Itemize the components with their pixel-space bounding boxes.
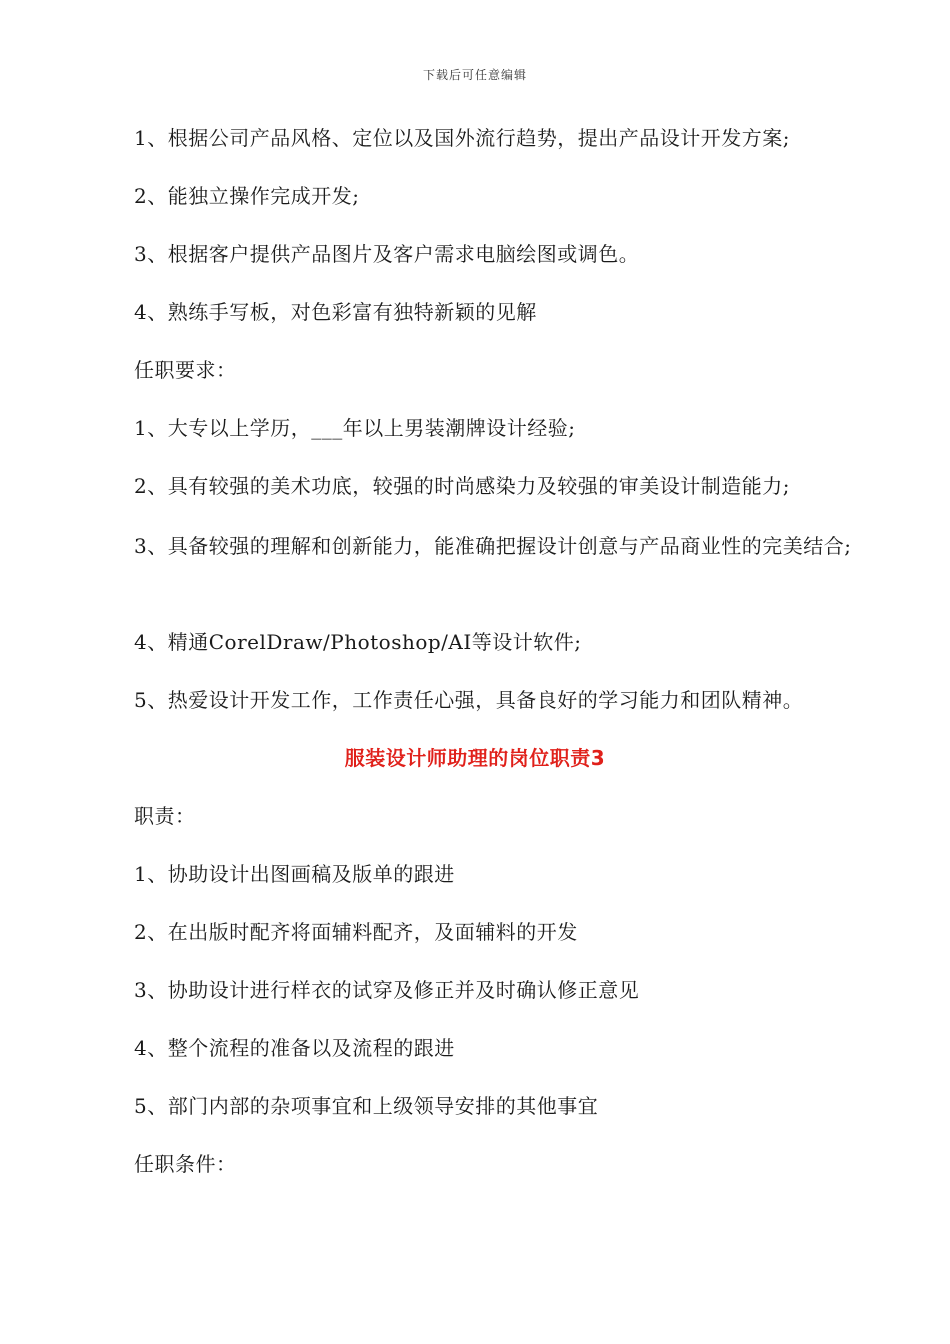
duty-item-2: 2、能独立操作完成开发;: [134, 184, 360, 208]
page-header-note: 下载后可任意编辑: [422, 68, 527, 82]
assistant-duty-2: 2、在出版时配齐将面辅料配齐，及面辅料的开发: [134, 920, 578, 944]
assistant-duty-5: 5、部门内部的杂项事宜和上级领导安排的其他事宜: [134, 1094, 599, 1118]
requirement-item-2: 2、具有较强的美术功底，较强的时尚感染力及较强的审美设计制造能力;: [134, 474, 790, 498]
requirement-item-4: 4、精通CorelDraw/Photoshop/AI等设计软件;: [134, 630, 582, 654]
requirement-item-5: 5、热爱设计开发工作，工作责任心强，具备良好的学习能力和团队精神。: [134, 688, 804, 712]
assistant-duty-1: 1、协助设计出图画稿及版单的跟进: [134, 862, 455, 886]
requirement-item-3: 3、具备较强的理解和创新能力，能准确把握设计创意与产品商业性的完美结合;: [134, 534, 852, 558]
requirements-label: 任职要求：: [134, 358, 237, 382]
duty-item-3: 3、根据客户提供产品图片及客户需求电脑绘图或调色。: [134, 242, 640, 266]
requirement-item-1: 1、大专以上学历，___年以上男装潮牌设计经验;: [134, 416, 576, 440]
duty-item-4: 4、熟练手写板，对色彩富有独特新颖的见解: [134, 300, 537, 324]
section-heading: 服装设计师助理的岗位职责3: [344, 746, 606, 770]
assistant-duty-4: 4、整个流程的准备以及流程的跟进: [134, 1036, 455, 1060]
duty-item-1: 1、根据公司产品风格、定位以及国外流行趋势，提出产品设计开发方案;: [134, 126, 790, 150]
conditions-label: 任职条件：: [134, 1152, 237, 1176]
assistant-duty-3: 3、协助设计进行样衣的试穿及修正并及时确认修正意见: [134, 978, 640, 1002]
duties-label: 职责：: [134, 804, 196, 828]
